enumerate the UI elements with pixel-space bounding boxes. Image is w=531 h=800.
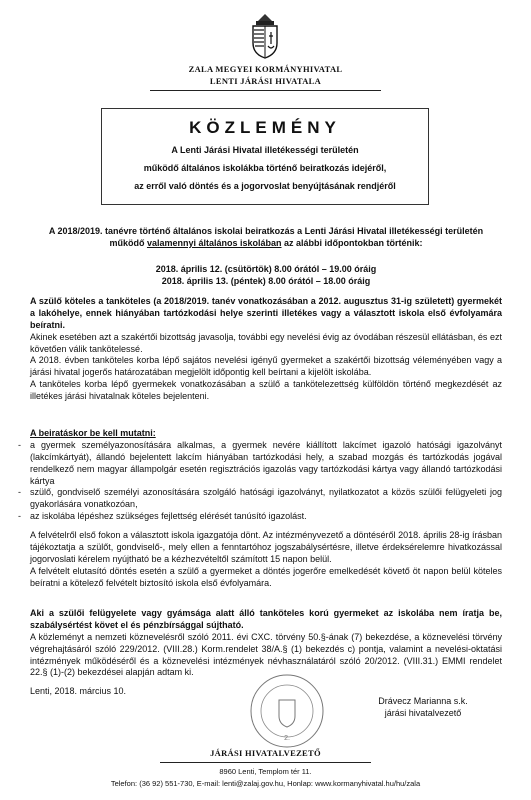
- intro-paragraph: A 2018/2019. tanévre történő általános iskolai beiratkozás a Lenti Járási Hivatal illetékességi területén működő valamennyi általános iskolában az alábbi időpontokban történik:: [48, 226, 484, 248]
- org-subname: LENTI JÁRÁSI HIVATALA: [209, 76, 322, 86]
- intro-emphasis: valamennyi általános iskolában: [146, 237, 282, 248]
- footer-contact: Telefon: (36 92) 551-730, E-mail: lenti@zalaj.gov.hu, Honlap: www.kormanyhivatal.hu/hu/zala: [110, 779, 421, 788]
- admission-section: [30, 530, 502, 589]
- date-line: 2018. április 13. (péntek) 8.00 órától – 18.00 óráig: [161, 276, 371, 286]
- svg-text:2.: 2.: [284, 735, 290, 742]
- signatory-name: Drávecz Marianna s.k.: [378, 696, 468, 706]
- notice-box: [101, 108, 429, 205]
- coat-of-arms-icon: [248, 10, 282, 60]
- official-stamp: [248, 672, 326, 750]
- obligation-paragraph: Akinek esetében azt a szakértői bizottság javasolja, további egy nevelési évig az óvodában részesül ellátásban, és ezt követően válik tankötelessé.: [30, 331, 502, 354]
- obligation-paragraph: A tanköteles korba lépő gyermekek vonatkozásában a szülő a tankötelezettség külföldön történő megkezdését az illetékes járási hivatalnak köteles bejelenteni.: [30, 379, 502, 401]
- legal-section: [30, 608, 502, 679]
- penalty-statement: Aki a szülői felügyelete vagy gyámsága alatt álló tanköteles korú gyermeket az iskolába nem íratja be, szabálysértést követ el és pénzbírsággal sújtható.: [30, 608, 502, 630]
- obligation-statement: A szülő köteles a tanköteles (a 2018/2019. tanév vonatkozásában a 2012. augusztus 31-ig született) gyermekét a lakóhelye, ennek hiányában tartózkodási helye szerinti illetékes vagy a választott iskola első évfolyamára beíratni.: [30, 296, 502, 330]
- list-item: - az iskolába lépéshez szükséges fejlettség elérését tanúsító igazolást.: [30, 511, 502, 523]
- obligation-paragraph: A 2018. évben tanköteles korba lépő sajátos nevelési igényű gyermeket a szakértői bizottság véleményében vagy a járási hivatal jogerős határozatában megjelölt időpontig kell beírtani a kijelölt iskolába.: [30, 355, 502, 378]
- header-divider: [150, 90, 381, 91]
- date-line: 2018. április 12. (csütörtök) 8.00 órától – 19.00 óráig: [155, 264, 377, 274]
- notice-subtitle-line: működő általános iskolákba történő beiratkozás idejéről,: [143, 163, 387, 173]
- org-name: ZALA MEGYEI KORMÁNYHIVATAL: [188, 64, 343, 74]
- documents-heading: A beiratáskor be kell mutatni:: [30, 428, 156, 438]
- footer-office: JÁRÁSI HIVATALVEZETŐ: [210, 748, 321, 758]
- list-item: - a gyermek személyazonosítására alkalmas, a gyermek nevére kiállított lakcímet igazoló hatósági igazolványt (lakcímkártyát), állandó bejelentett lakcím hiányában tartózkodási hely, a szabad mozgás és tartózkodás jogával rendelkező nem magyar állampolgár esetén regisztrációs igazolás vagy tartózkodási kártya vagy állandó tartózkodási kártya: [30, 440, 502, 488]
- admission-paragraph: A felvételről első fokon a választott iskola igazgatója dönt. Az intézményvezető a döntéséről 2018. április 28-ig írásban tájékoztatja a szülőt, gondviselő-, mely ellen a fenntartóhoz jogszabálysértésre, illetve érdeksérelemre hivatkozással jogorvoslati kérelem nyújtható be a kézhezvételtől számított 15 napon belül.: [30, 530, 502, 564]
- footer-address: 8960 Lenti, Templom tér 11.: [219, 767, 312, 776]
- notice-subtitle-line: az erről való döntés és a jogorvoslat benyújtásának rendjéről: [134, 181, 396, 191]
- signature-block: [348, 696, 498, 720]
- place-date: Lenti, 2018. március 10.: [30, 686, 127, 696]
- notice-title: KÖZLEMÉNY: [189, 118, 341, 137]
- footer-divider: [160, 762, 371, 763]
- notice-subtitle-line: A Lenti Járási Hivatal illetékességi területén: [171, 145, 359, 155]
- documents-section: [30, 428, 502, 523]
- list-item: - szülő, gondviselő személyi azonosítására szolgáló hatósági igazolványt, nyilatkozatot a közös szülői felügyeleti jog gyakorlására vonatkozóan,: [30, 487, 502, 511]
- signatory-title: járási hivatalvezető: [384, 707, 462, 718]
- admission-paragraph: A felvételt elutasító döntés esetén a szülő a gyermeket a döntés jogerőre emelkedését követő öt napon belül köteles beíratni a kötelező felvételt biztosító iskola első évfolyamára.: [30, 565, 502, 588]
- obligation-section: [30, 296, 502, 403]
- legal-basis: A közleményt a nemzeti köznevelésről szóló 2011. évi CXC. törvény 50.§-ának (7) bekezdése, a köznevelési törvény végrehajtásáról szóló 229/2012. (VIII.28.) Korm.rendelet 38/A.§ (1) bekezdés c) pontja, valamint a nevelési-oktatási intézmények működéséről és a köznevelési intézmények névhasználatáról szóló 20/2012. (VIII.31.) EMMI rendelet 22.§ (1)-(2) bekezdései alapján adtam ki.: [30, 631, 502, 678]
